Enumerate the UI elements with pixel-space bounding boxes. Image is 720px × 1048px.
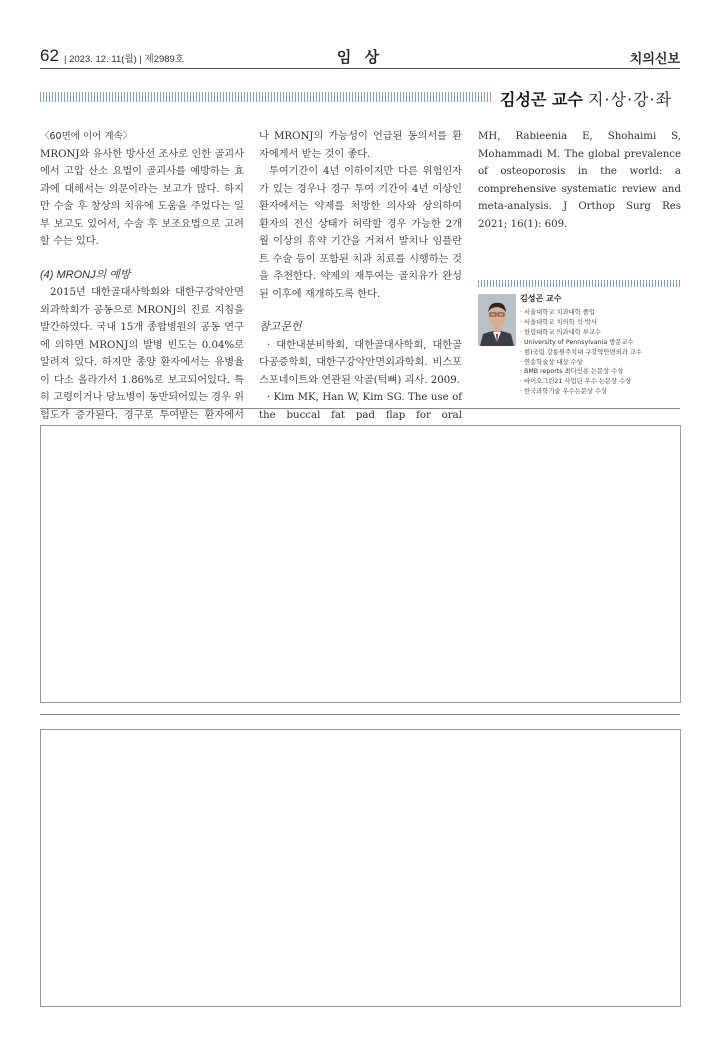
- author-name: 김성곤 교수: [520, 294, 562, 303]
- series-author: 김성곤 교수: [500, 90, 583, 109]
- reference-item: · Kim MK, Han W, Kim SG. The use of the buccal fat pad flap for oral: [259, 392, 462, 421]
- series-title: 지·상·강·좌: [587, 90, 673, 109]
- article-column-3: [478, 128, 681, 233]
- page-number: 62: [40, 46, 59, 65]
- ad-placeholder-box: [40, 729, 681, 1007]
- section-divider: [40, 408, 680, 409]
- career-item: · 연송학술상 대상 수상: [520, 358, 583, 366]
- section-subheading: (4) MRONJ의 예방: [40, 268, 131, 281]
- reference-item: · 대한내분비학회, 대한골대사학회, 대한골다공증학회, 대한구강악안면외과학회. 비스포스포네이트와 연관된 악골(턱뼈) 괴사. 2009.: [259, 339, 462, 386]
- author-career-list: [520, 308, 685, 397]
- ad-placeholder-box: [40, 425, 681, 703]
- series-banner: [500, 87, 672, 110]
- paragraph: 2015년 대한골대사학회와 대한구강악안면외과학회가 공동으로 MRONJ의 진료 지침을 발간하였다. 국내 15개 종합병원의 공동 연구에 의하면 MRONJ의 발병 빈도는 0.04%로 알려져 있다. 하지만 종양 환자에서는 유병율이 다소 올라가서 1.86%로 보고되어있다. 특히 고령이거나 당뇨병이 동반되어있는 경우 위험도가 증가된다. 경구로 투여받는 환자에서: [40, 287, 244, 421]
- career-item: · 서울대학교 치과대학 졸업: [520, 309, 595, 316]
- paragraph: 나 MRONJ의 가능성이 언급된 동의서를 환자에게서 받는 것이 좋다.: [259, 131, 462, 160]
- reference-continued: MH, Rabieenia E, Shohaimi S, Mohammadi M. The global prevalence of osteoporosis in the world: a comprehensive systematic review and meta-analysis. J Orthop Surg Res 2021; 16(1): 609.: [478, 131, 681, 230]
- newspaper-name: 치의신보: [629, 52, 680, 67]
- career-item: · 한림대학교 의과대학 부교수: [520, 328, 601, 336]
- portrait-image: [478, 294, 516, 346]
- career-item: · 현)국립 강릉원주치대 구강악안면외과 교수: [520, 348, 642, 356]
- section-title: 임 상: [336, 48, 384, 66]
- section-divider: [40, 714, 680, 715]
- author-photo: [478, 294, 516, 346]
- career-item: · 한국과학기술 우수논문상 수상: [520, 388, 608, 396]
- series-stripe: [40, 92, 492, 102]
- career-item: · 바이오그린21 사업단 우수 논문상 수상: [520, 378, 632, 386]
- author-stripe: [478, 280, 680, 287]
- career-item: · University of Pennsylvania 방문교수: [520, 338, 634, 346]
- header-rule: [40, 68, 680, 69]
- career-item: · 서울대학교 치의학 석·박사: [520, 318, 597, 326]
- issue-info: | 2023. 12. 11(월) | 제2989호: [64, 54, 184, 65]
- references-heading: 참고문헌: [259, 321, 302, 333]
- continued-note: 〈60면에 이어 계속〉: [40, 131, 133, 142]
- paragraph: 투여기간이 4년 이하이지만 다른 위험인자가 있는 경우나 경구 투여 기간이 4년 이상인 환자에서는 약제를 처방한 의사와 상의하여 환자의 전신 상태가 허락할 경우 가능한 2개월 이상의 휴약 기간을 거쳐서 발치나 임플란트 수술 등이 포함된 치과 치료를 시행하는 것을 추천한다. 약제의 재투여는 골치유가 완성된 이후에 재개하도록 한다.: [259, 166, 462, 300]
- career-item: · BMB reports 최다인용 논문상 수상: [520, 368, 624, 376]
- paragraph: MRONJ와 유사한 방사선 조사로 인한 골괴사에서 고압 산소 요법이 골괴사를 예방하는 효과에 대해서는 의문이라는 보고가 많다. 하지만 수술 후 창상의 치유에 도움을 주었다는 일부 보고도 있어서, 수술 후 보조요법으로 고려할 수는 있다.: [40, 148, 244, 247]
